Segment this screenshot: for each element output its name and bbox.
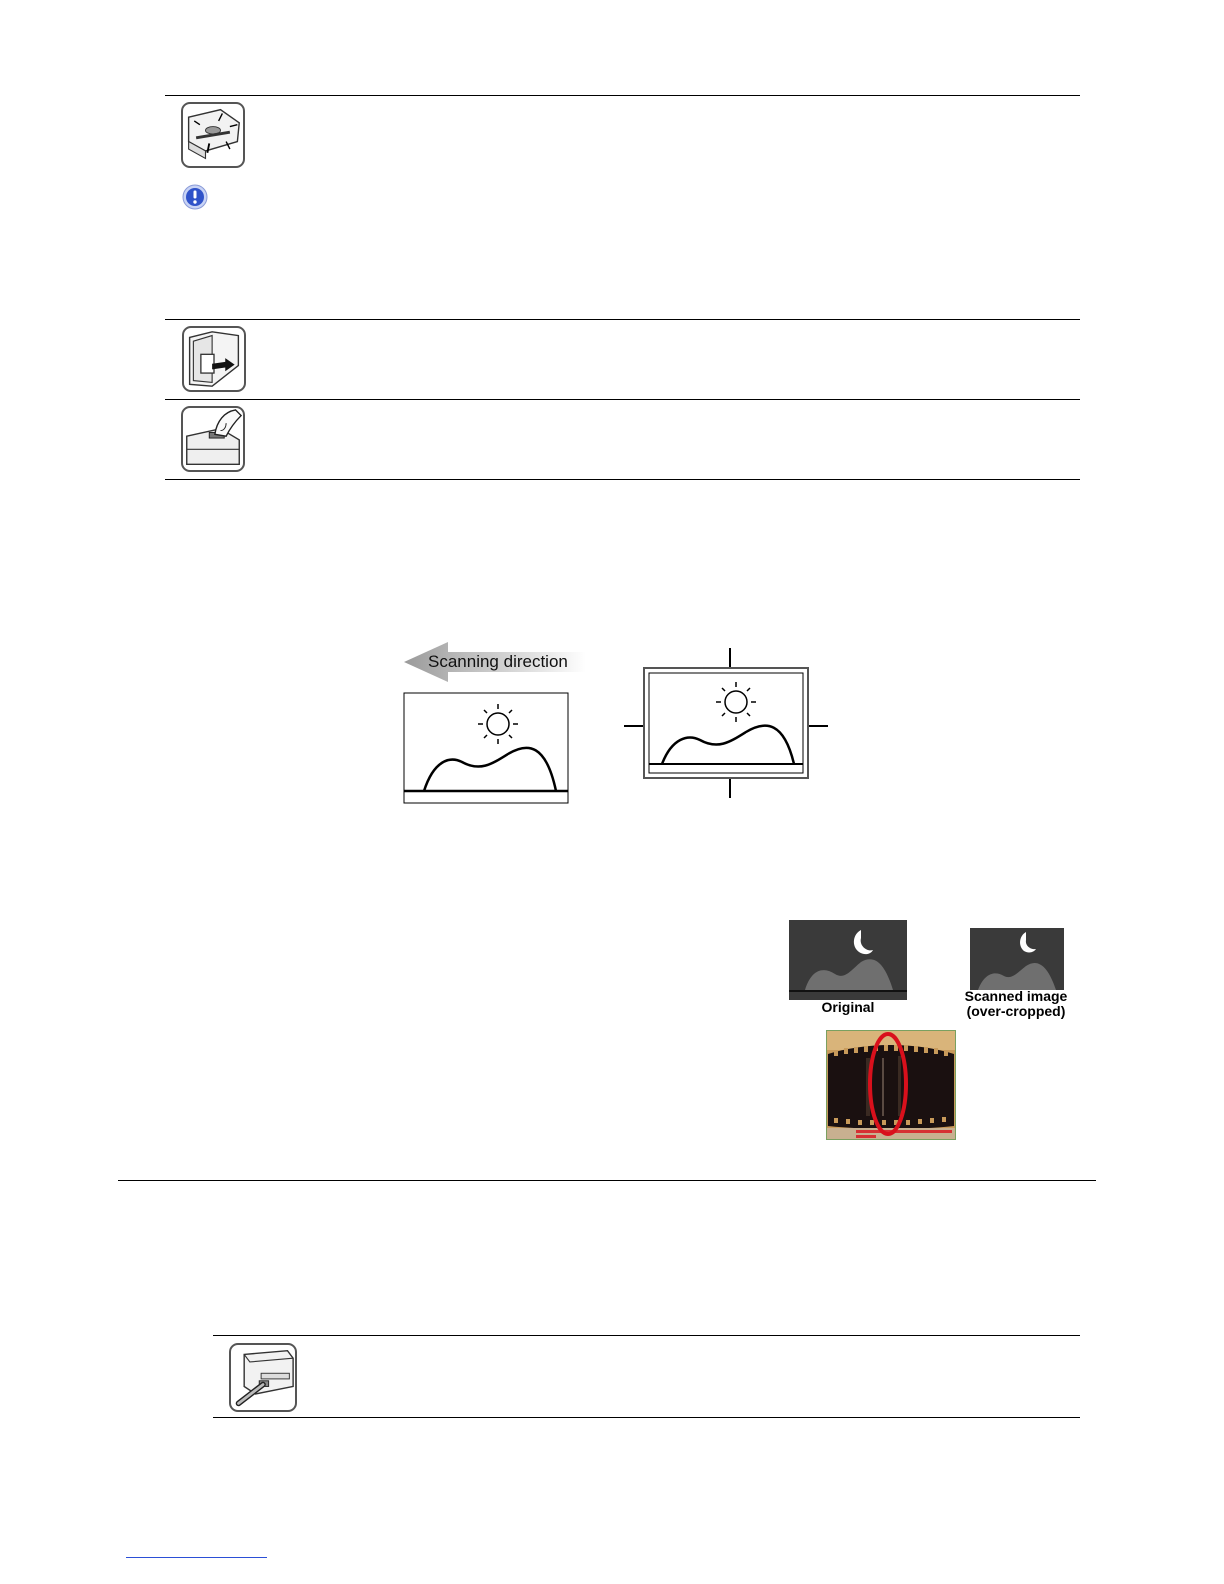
table-divider-2 (165, 399, 1080, 400)
scanned-caption-line1: Scanned image (964, 988, 1068, 1004)
cable-plug-icon (229, 1343, 297, 1412)
button-press-icon (181, 406, 245, 472)
section-rule (118, 1180, 1096, 1181)
table-top-rule (165, 95, 1080, 96)
crop-frame-figure (620, 646, 835, 801)
original-image (789, 920, 907, 1000)
exclamation-icon (182, 184, 208, 210)
scanning-direction-label: Scanning direction (428, 652, 568, 671)
scanned-caption (952, 989, 1080, 1019)
scanned-caption-line2: (over-cropped) (966, 1003, 1066, 1019)
film-photo (826, 1030, 956, 1140)
scanner-light-icon (181, 102, 245, 168)
original-caption: Original (821, 999, 875, 1015)
bottom-table-top-rule (213, 1335, 1080, 1336)
scanned-image (970, 928, 1064, 990)
footer-link-underline[interactable] (126, 1557, 267, 1558)
table-divider-1 (165, 319, 1080, 320)
bottom-table-bottom-rule (213, 1417, 1080, 1418)
table-bottom-rule (165, 479, 1080, 480)
tray-eject-icon (182, 326, 246, 392)
